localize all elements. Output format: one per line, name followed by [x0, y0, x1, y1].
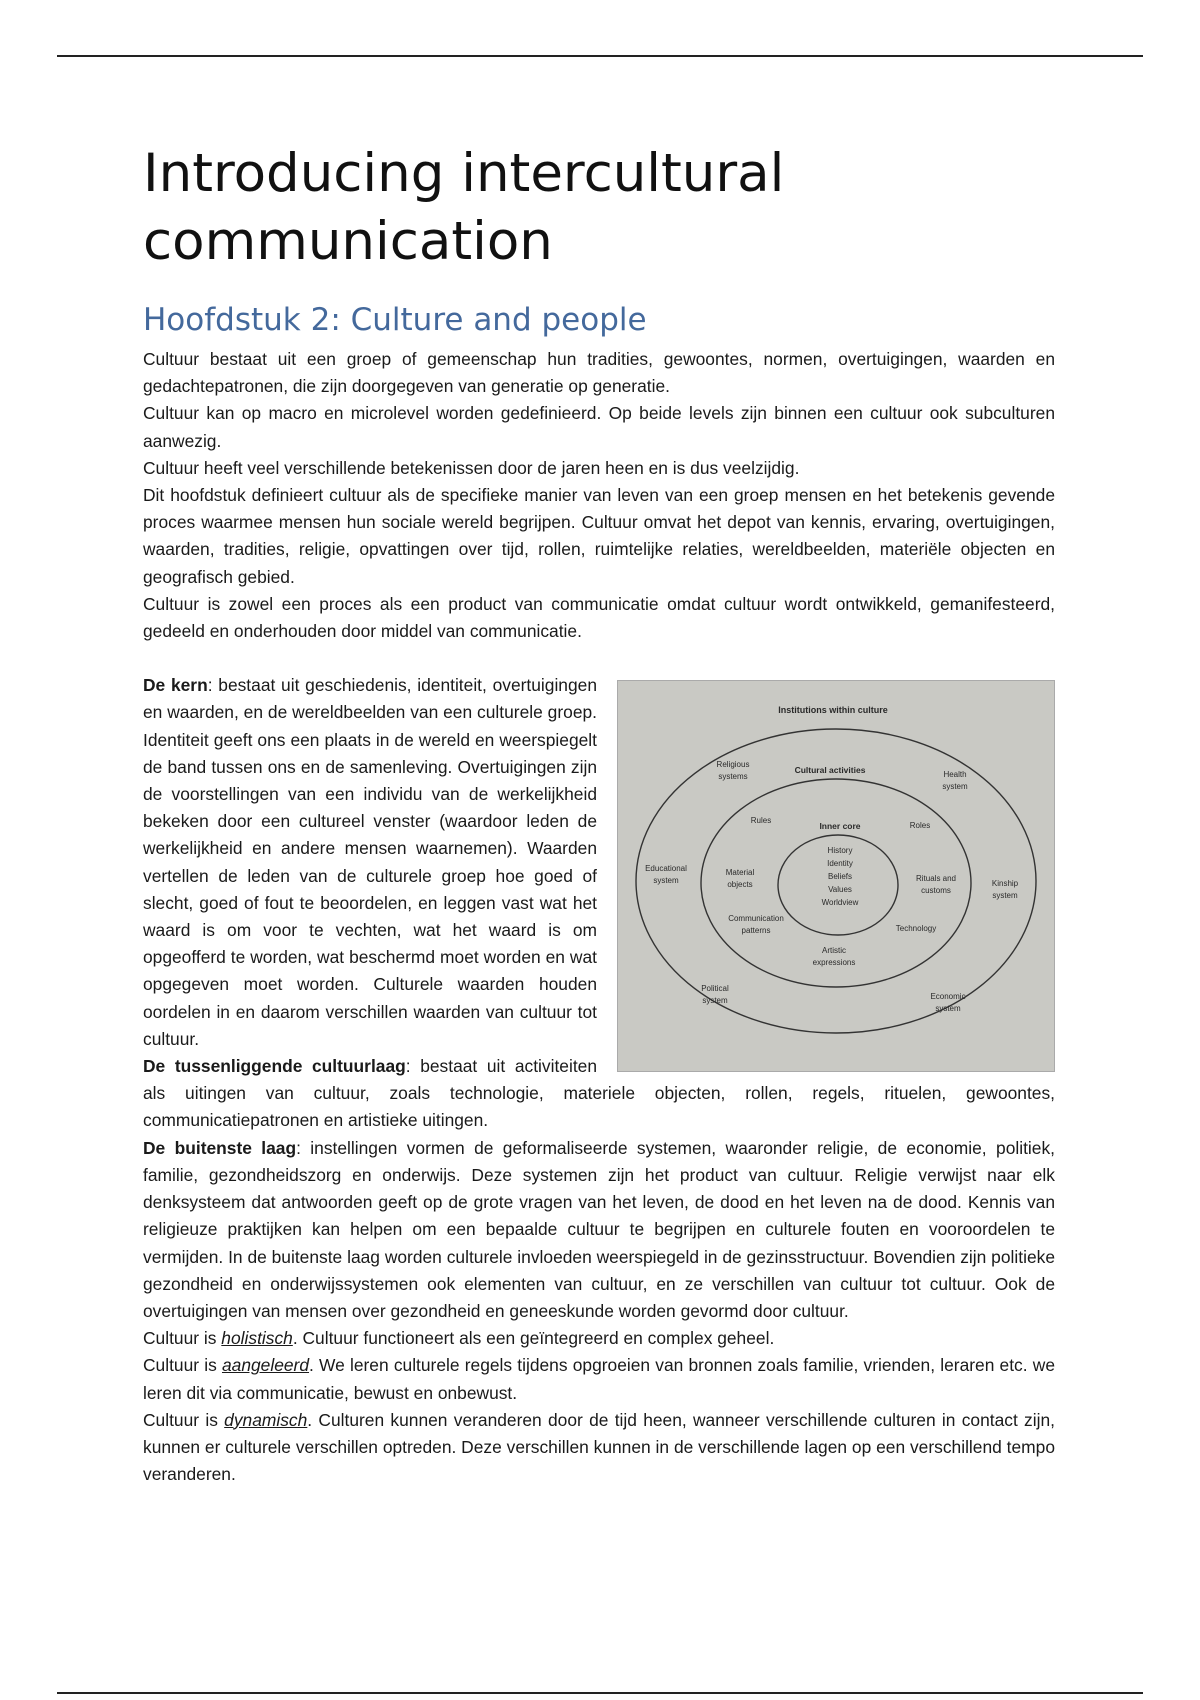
- middle-item-artistic: expressions: [812, 958, 856, 968]
- middle-item-rituals: Rituals and: [915, 874, 957, 884]
- middle-item-communication: Communication: [728, 914, 784, 924]
- outer-item-health: system: [942, 782, 968, 792]
- buiten-paragraph: [143, 1135, 1055, 1325]
- intro-paragraph: Cultuur is zowel een proces als een product van communicatie omdat cultuur wordt ontwikkeld, gemanifesteerd, gedeeld en onderhouden door middel van communicatie.: [143, 593, 1055, 642]
- middle-item-material: Material: [725, 868, 755, 878]
- outer-item-economic: Economic: [930, 992, 966, 1002]
- middle-item-roles: Roles: [909, 821, 931, 831]
- outer-item-religious: systems: [718, 772, 748, 782]
- aangeleerd-term: aangeleerd: [221, 1355, 310, 1376]
- document-title: Introducing intercultural communication: [143, 143, 785, 272]
- middle-item-rules: Rules: [750, 816, 772, 826]
- middle-item-technology: Technology: [895, 924, 937, 934]
- middle-item-rituals: customs: [921, 886, 951, 896]
- tussen-term: De tussenliggende cultuurlaag: [143, 1056, 406, 1077]
- intro-paragraph: Cultuur heeft veel verschillende betekenissen door de jaren heen en is dus veelzijdig.: [143, 457, 800, 478]
- bottom-rule: [57, 1692, 1143, 1694]
- tussen-text: : bestaat uit activiteiten als uitingen van cultuur, zoals technologie, materiele objecten, rollen, regels, rituelen, gewoontes, communicatiepatronen en artistieke uitingen.: [143, 1056, 1055, 1131]
- core-item: Identity: [827, 859, 853, 869]
- core-item: Values: [828, 885, 852, 895]
- kern-text: : bestaat uit geschiedenis, identiteit, overtuigingen en waarden, en de wereldbeelden van een culturele groep. Identiteit geeft ons een plaats in de wereld en weerspiegelt de band tussen ons en de samenleving. Overtuigingen zijn de voorstellingen van een individu van de werkelijkheid bekeken door een cultureel venster (waardoor leden de werkelijkheid en andere mensen waarnemen). Waarden vertellen de leden van de culturele groep hoe goed of slecht, goed of fout te beoordelen, en leggen vast wat het waard is om voor te vechten, wat het waard is om opgeofferd te worden, wat beschermd moet worden en wat opgegeven moet worden. Culturele waarden houden oordelen in en daarom verschillen waarden van cultuur tot cultuur.: [143, 675, 597, 1049]
- middle-item-material: objects: [727, 880, 753, 890]
- outer-item-political: system: [702, 996, 728, 1006]
- inner-ring-label: Inner core: [819, 821, 861, 832]
- concentric-circles-diagram: [618, 681, 1054, 1071]
- core-item: Worldview: [821, 898, 859, 908]
- core-item: History: [827, 846, 853, 856]
- outer-item-health: Health: [943, 770, 967, 780]
- intro-paragraph: Dit hoofdstuk definieert cultuur als de specifieke manier van leven van een groep mensen en het betekenis gevende proces waarmee mensen hun sociale wereld begrijpen. Cultuur omvat het depot van kennis, ervaring, overtuigingen, waarden, tradities, religie, opvattingen over tijd, rollen, ruimtelijke relaties, wereldbeelden, materiële objecten en geografisch gebied.: [143, 485, 1055, 587]
- top-rule: [57, 55, 1143, 57]
- outer-item-religious: Religious: [716, 760, 750, 770]
- figure-photo: [617, 680, 1055, 1072]
- document-body: [143, 140, 1055, 1488]
- paragraph-gap: [143, 645, 1055, 672]
- middle-ring-label: Cultural activities: [794, 765, 866, 776]
- outer-item-economic: system: [935, 1004, 961, 1014]
- core-item: Beliefs: [827, 872, 853, 882]
- outer-item-kinship: Kinship: [991, 879, 1019, 889]
- outer-ring-label: Institutions within culture: [778, 705, 888, 716]
- middle-item-artistic: Artistic: [822, 946, 846, 956]
- holistisch-paragraph: Cultuur is holistisch. Cultuur functioneert als een geïntegreerd en complex geheel.: [143, 1328, 775, 1349]
- kern-term: De kern: [143, 675, 208, 696]
- aangeleerd-paragraph: Cultuur is aangeleerd. We leren culturele regels tijdens opgroeien van bronnen zoals familie, vrienden, leraren etc. we leren dit via communicatie, bewust en onbewust.: [143, 1355, 1055, 1403]
- chapter-heading: Hoofdstuk 2: Culture and people: [143, 302, 647, 338]
- outer-item-educational: system: [653, 876, 679, 886]
- buiten-text: : instellingen vormen de geformaliseerde systemen, waaronder religie, de economie, politiek, familie, gezondheidszorg en onderwijs. Deze systemen zijn het product van cultuur. Religie verwijst naar elk denksysteem dat antwoorden geeft op de grote vragen van het leven, de dood en het leven na de dood. Kennis van religieuze praktijken kan helpen om een bepaalde cultuur te begrijpen en culturele fouten en vooroordelen te vermijden. In de buitenste laag worden culturele invloeden weerspiegeld in de gezinsstructuur. Bovendien zijn politieke gezondheid en onderwijssystemen ook elementen van cultuur, en ze verschillen van cultuur tot cultuur. Ook de overtuigingen van mensen over gezondheid en geneeskunde worden gevormd door cultuur.: [143, 1137, 1055, 1321]
- outer-item-kinship: system: [992, 891, 1018, 901]
- intro-paragraph: Cultuur kan op macro en microlevel worden gedefinieerd. Op beide levels zijn binnen een cultuur ook subculturen aanwezig.: [143, 403, 1055, 451]
- outer-item-political: Political: [701, 984, 729, 994]
- holistisch-term: holistisch: [221, 1328, 293, 1349]
- dynamisch-term: dynamisch: [224, 1409, 308, 1430]
- outer-item-educational: Educational: [645, 864, 687, 874]
- dynamisch-paragraph: Cultuur is dynamisch. Culturen kunnen veranderen door de tijd heen, wanneer verschillende culturen in contact zijn, kunnen er culturele verschillen optreden. Deze verschillen kunnen in de verschillende lagen op een verschillend tempo veranderen.: [143, 1409, 1055, 1485]
- middle-item-communication: patterns: [741, 926, 771, 936]
- culture-layers-figure: [617, 680, 1055, 1072]
- intro-paragraph: Cultuur bestaat uit een groep of gemeenschap hun tradities, gewoontes, normen, overtuigingen, waarden en gedachtepatronen, die zijn doorgegeven van generatie op generatie.: [143, 349, 1055, 397]
- buiten-term: De buitenste laag: [143, 1137, 297, 1158]
